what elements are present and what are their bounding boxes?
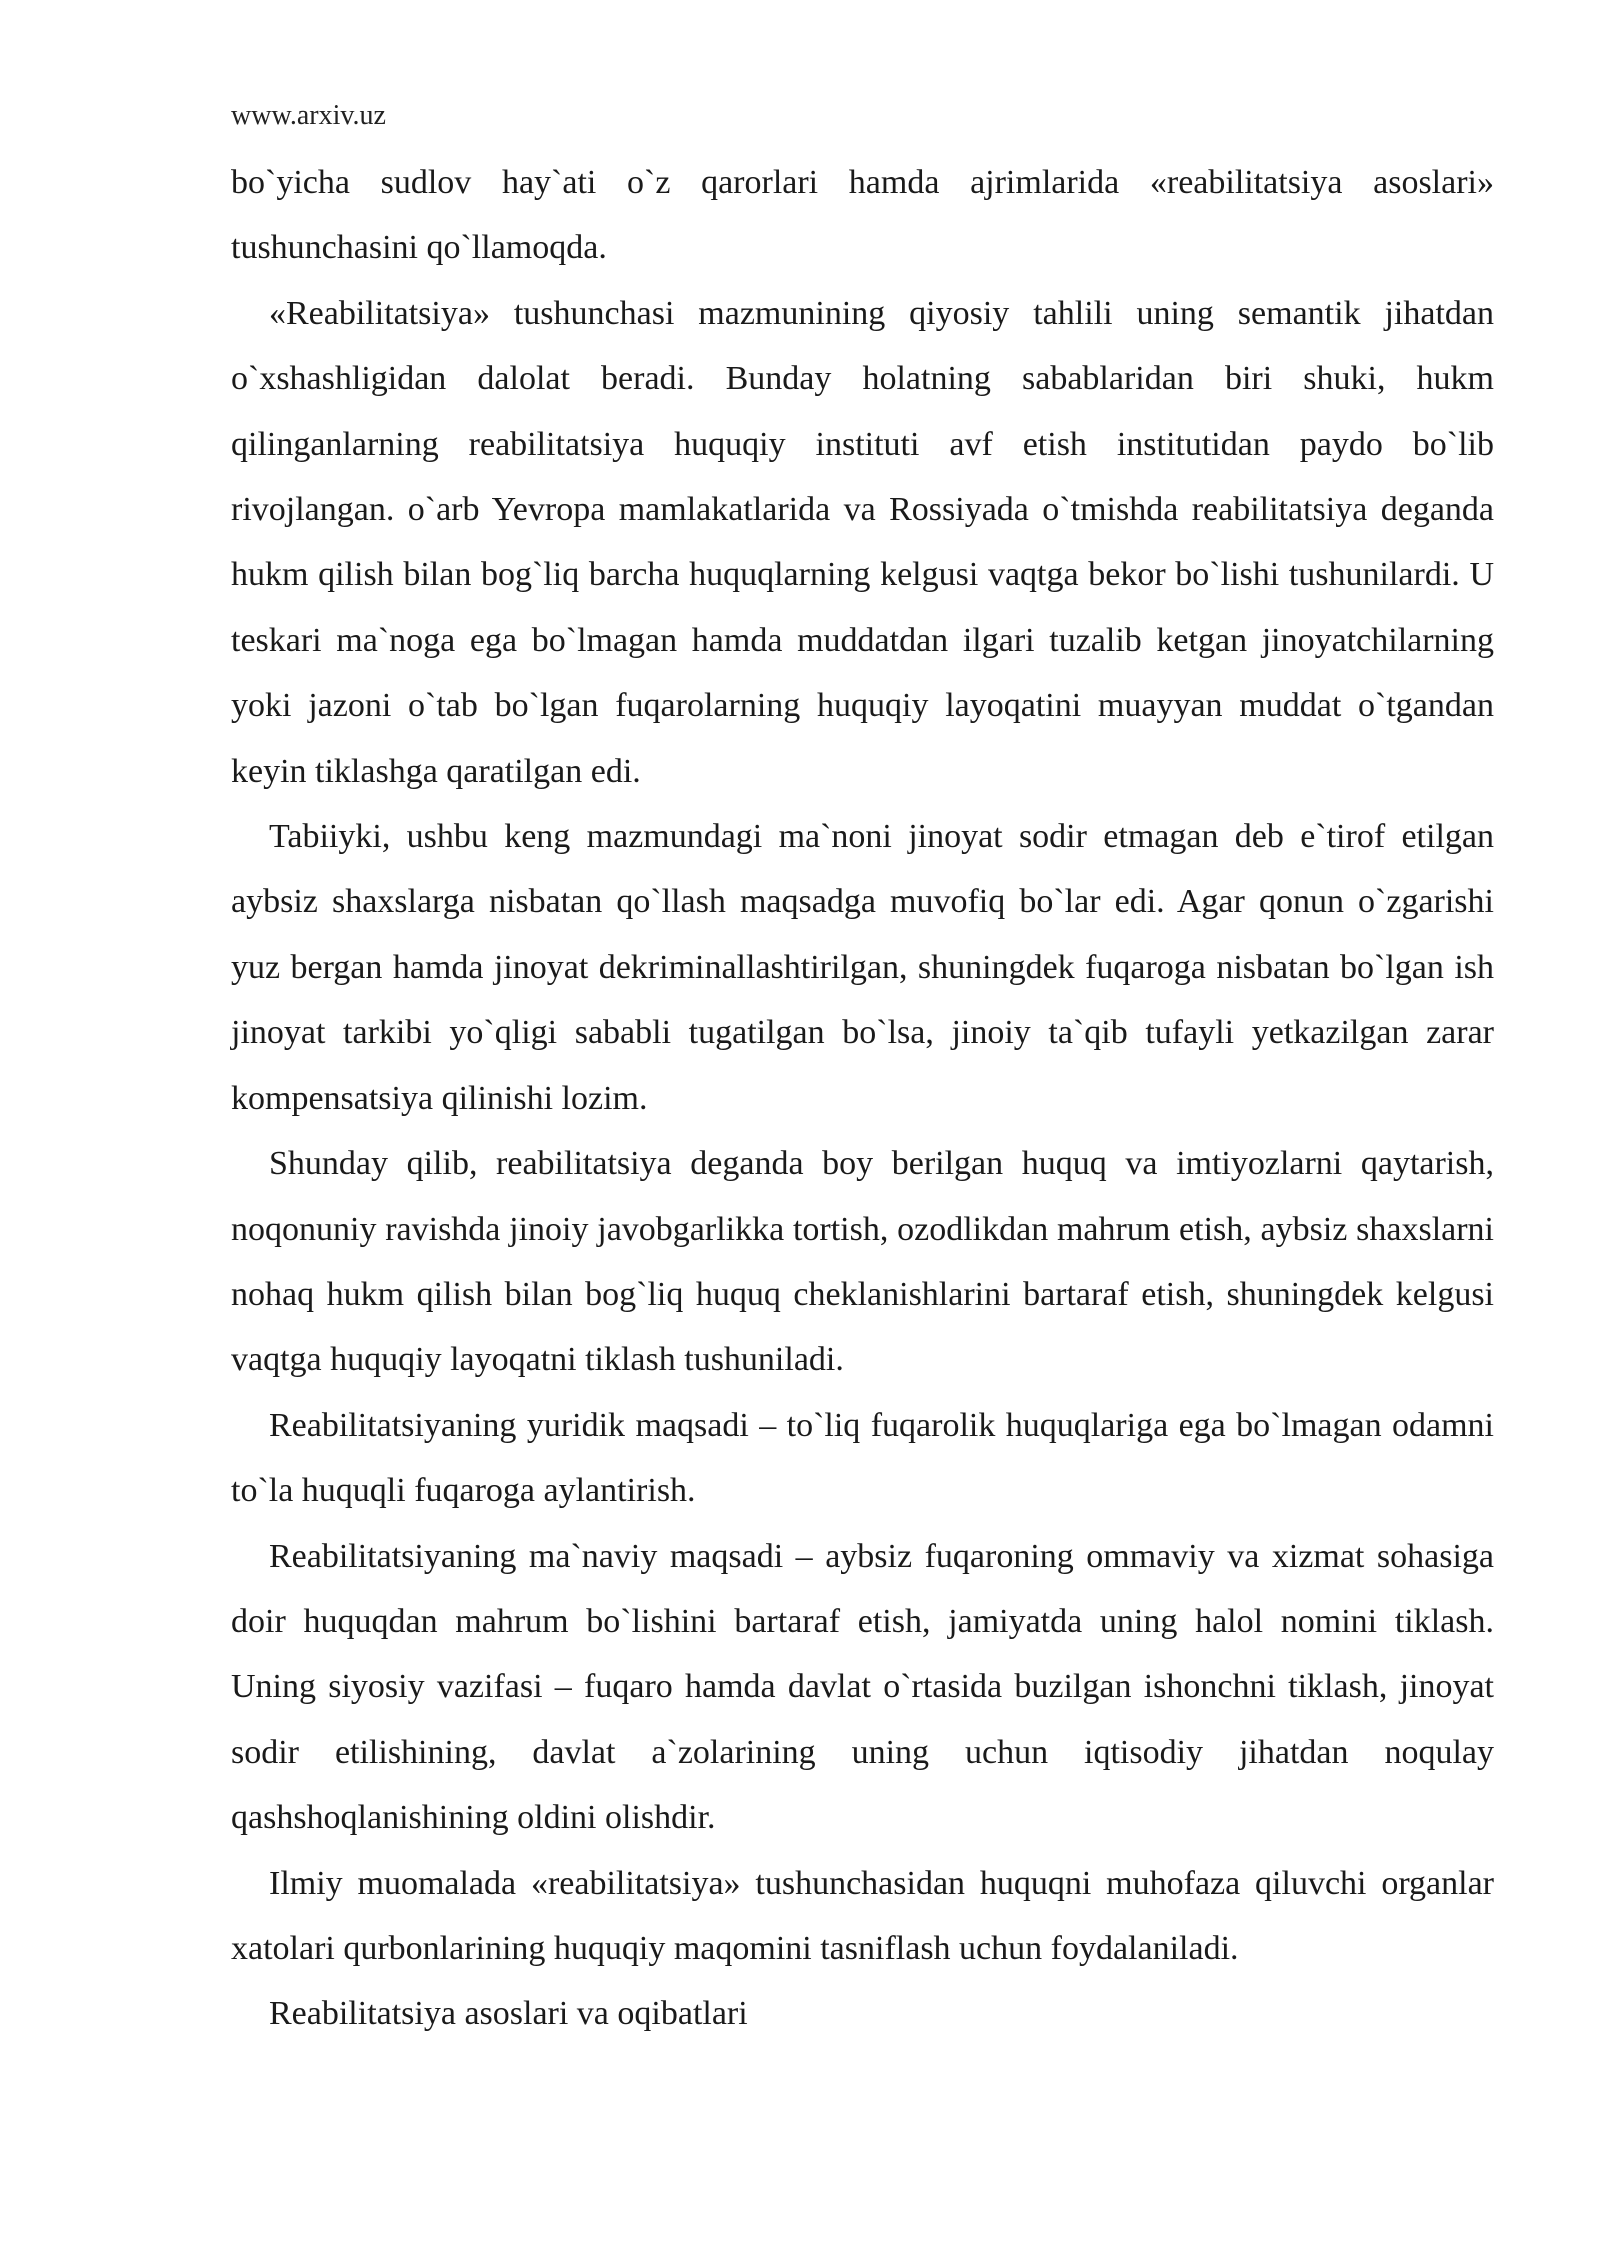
paragraph-moral-purpose: Reabilitatsiyaning ma`naviy maqsadi – aybsiz fuqaroning ommaviy va xizmat sohasiga doir huquqdan mahrum bo`lishini bartaraf etish, jamiyatda uning halol nomini tiklash. Uning siyosiy vazifasi – fuqaro hamda davlat o`rtasida buzilgan ishonchni tiklash, jinoyat sodir etilishining, davlat a`zolarining uning uchun iqtisodiy jihatdan noqulay qashshoqlanishining oldini olishdir. (231, 1537, 1494, 1837)
paragraph-reabilitatsiya-concept: «Reabilitatsiya» tushunchasi mazmunining qiyosiy tahlili uning semantik jihatdan o`xshashligidan dalolat beradi. Bunday holatning sabablaridan biri shuki, hukm qilinganlarning reabilitatsiya huquqiy instituti avf etish institutidan paydo bo`lib rivojlangan. o`arb Yevropa mamlakatlarida va Rossiyada o`tmishda reabilitatsiya deganda hukm qilish bilan bog`liq barcha huquqlarning kelgusi vaqtga bekor bo`lishi tushunilardi. U teskari ma`noga ega bo`lmagan hamda muddatdan ilgari tuzalib ketgan jinoyatchilarning yoki jazoni o`tab bo`lgan fuqarolarning huquqiy layoqatini muayyan muddat o`tgandan keyin tiklashga qaratilgan edi. (231, 294, 1494, 790)
site-url: www.arxiv.uz (231, 100, 386, 131)
document-body (231, 150, 1494, 2047)
section-heading-grounds-consequences: Reabilitatsiya asoslari va oqibatlari (269, 1995, 748, 2033)
paragraph-scientific-usage: Ilmiy muomalada «reabilitatsiya» tushunchasidan huquqni muhofaza qiluvchi organlar xatolari qurbonlarining huquqiy maqomini tasniflash uchun foydalaniladi. (231, 1864, 1494, 1967)
paragraph-continued: bo`yicha sudlov hay`ati o`z qarorlari hamda ajrimlarida «reabilitatsiya asoslari» tushunchasini qo`llamoqda. (231, 164, 1494, 267)
paragraph-tabiiyki: Tabiiyki, ushbu keng mazmundagi ma`noni jinoyat sodir etmagan deb e`tirof etilgan aybsiz shaxslarga nisbatan qo`llash maqsadga muvofiq bo`lar edi. Agar qonun o`zgarishi yuz bergan hamda jinoyat dekriminallashtirilgan, shuningdek fuqaroga nisbatan bo`lgan ish jinoyat tarkibi yo`qligi sababli tugatilgan bo`lsa, jinoiy ta`qib tufayli yetkazilgan zarar kompensatsiya qilinishi lozim. (231, 818, 1494, 1117)
paragraph-legal-purpose: Reabilitatsiyaning yuridik maqsadi – to`liq fuqarolik huquqlariga ega bo`lmagan odamni to`la huquqli fuqaroga aylantirish. (231, 1406, 1494, 1510)
paragraph-shunday-qilib: Shunday qilib, reabilitatsiya deganda boy berilgan huquq va imtiyozlarni qaytarish, noqonuniy ravishda jinoiy javobgarlikka tortish, ozodlikdan mahrum etish, aybsiz shaxslarni nohaq hukm qilish bilan bog`liq huquq cheklanishlarini bartaraf etish, shuningdek kelgusi vaqtga huquqiy layoqatni tiklash tushuniladi. (231, 1145, 1494, 1379)
